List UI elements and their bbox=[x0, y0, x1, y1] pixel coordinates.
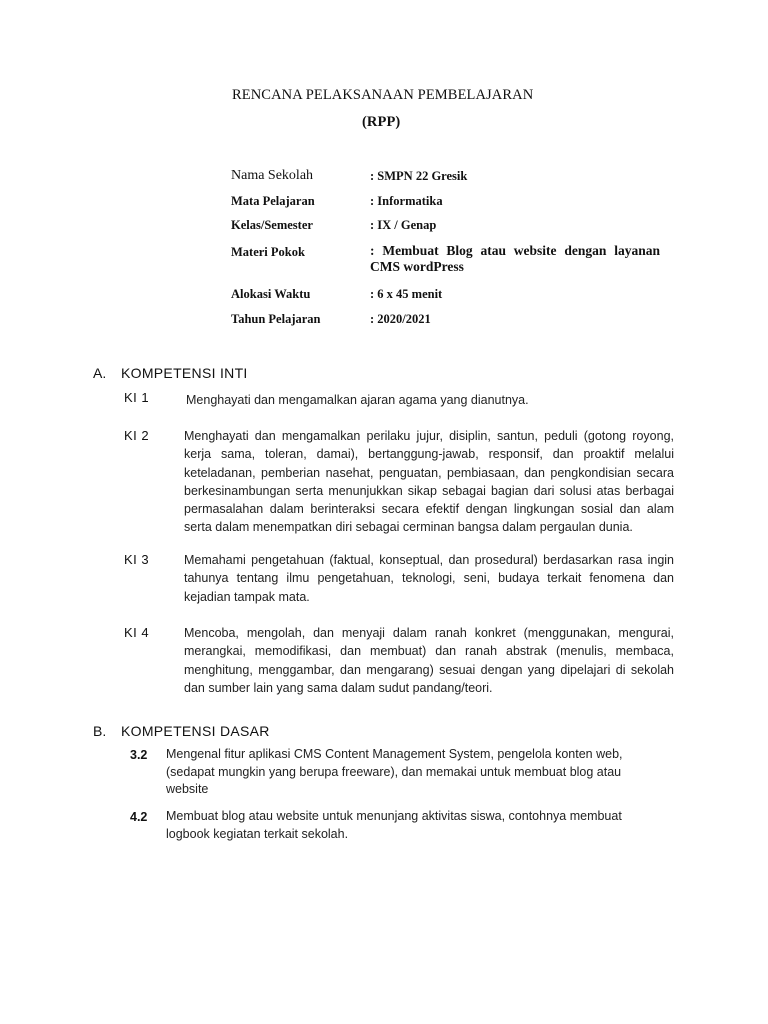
identity-value: : SMPN 22 Gresik bbox=[370, 169, 468, 183]
identity-value: : Informatika bbox=[370, 194, 443, 208]
ki-label: KI 1 bbox=[124, 390, 150, 405]
ki-text: Menghayati dan mengamalkan ajaran agama yang dianutnya. bbox=[186, 393, 529, 407]
ki-label: KI 4 bbox=[124, 625, 150, 640]
ki-text: Menghayati dan mengamalkan perilaku jujur, disiplin, santun, peduli (gotong royong, kerja sama, toleran, damai), bertanggung-jawab, responsif, dan proaktif melalui keteladanan, pemberian nasehat, penguatan, pembiasaan, dan pengkondisian secara berkesinambungan serta menunjukkan sikap sebagai bagian dari solusi atas berbagai permasalahan dalam berinteraksi secara efektif dengan lingkungan sosial dan alam serta dalam menempatkan diri sebagai cerminan bangsa dalam pergaulan dunia. bbox=[184, 429, 674, 535]
identity-label: Kelas/Semester bbox=[231, 218, 313, 232]
document-title: RENCANA PELAKSANAAN PEMBELAJARAN bbox=[232, 87, 534, 103]
identity-label: Alokasi Waktu bbox=[231, 287, 311, 301]
section-heading: KOMPETENSI INTI bbox=[121, 365, 248, 381]
ki-text: Memahami pengetahuan (faktual, konseptual, dan prosedural) berdasarkan rasa ingin tahunya tentang ilmu pengetahuan, teknologi, seni, budaya terkait fenomena dan kejadian tampak mata. bbox=[184, 553, 674, 604]
identity-label: Mata Pelajaran bbox=[231, 194, 315, 208]
identity-value: : Membuat Blog atau website dengan layanan CMS wordPress bbox=[370, 243, 660, 274]
document-subtitle: (RPP) bbox=[362, 114, 401, 130]
ki-label: KI 2 bbox=[124, 428, 150, 443]
identity-label: Materi Pokok bbox=[231, 245, 305, 259]
section-letter: A. bbox=[93, 365, 107, 381]
kd-number: 3.2 bbox=[130, 748, 148, 762]
identity-label: Tahun Pelajaran bbox=[231, 312, 321, 326]
identity-value: : 6 x 45 menit bbox=[370, 287, 443, 301]
kd-text: Mengenal fitur aplikasi CMS Content Management System, pengelola konten web, (sedapat mungkin yang berupa freeware), dan memakai untuk membuat blog atau website bbox=[166, 747, 623, 796]
section-letter: B. bbox=[93, 723, 107, 739]
identity-label: Nama Sekolah bbox=[231, 168, 314, 183]
identity-value: : IX / Genap bbox=[370, 218, 437, 232]
identity-value: : 2020/2021 bbox=[370, 312, 431, 326]
kd-number: 4.2 bbox=[130, 810, 148, 824]
section-heading: KOMPETENSI DASAR bbox=[121, 723, 270, 739]
kd-text: Membuat blog atau website untuk menunjang aktivitas siswa, contohnya membuat logbook kegiatan terkait sekolah. bbox=[166, 809, 622, 841]
ki-text: Mencoba, mengolah, dan menyaji dalam ranah konkret (menggunakan, mengurai, merangkai, memodifikasi, dan membuat) dan ranah abstrak (menulis, membaca, menghitung, menggambar, dan mengarang) sesuai dengan yang dipelajari di sekolah dan sumber lain yang sama dalam sudut pandang/teori. bbox=[184, 626, 674, 695]
ki-label: KI 3 bbox=[124, 552, 150, 567]
